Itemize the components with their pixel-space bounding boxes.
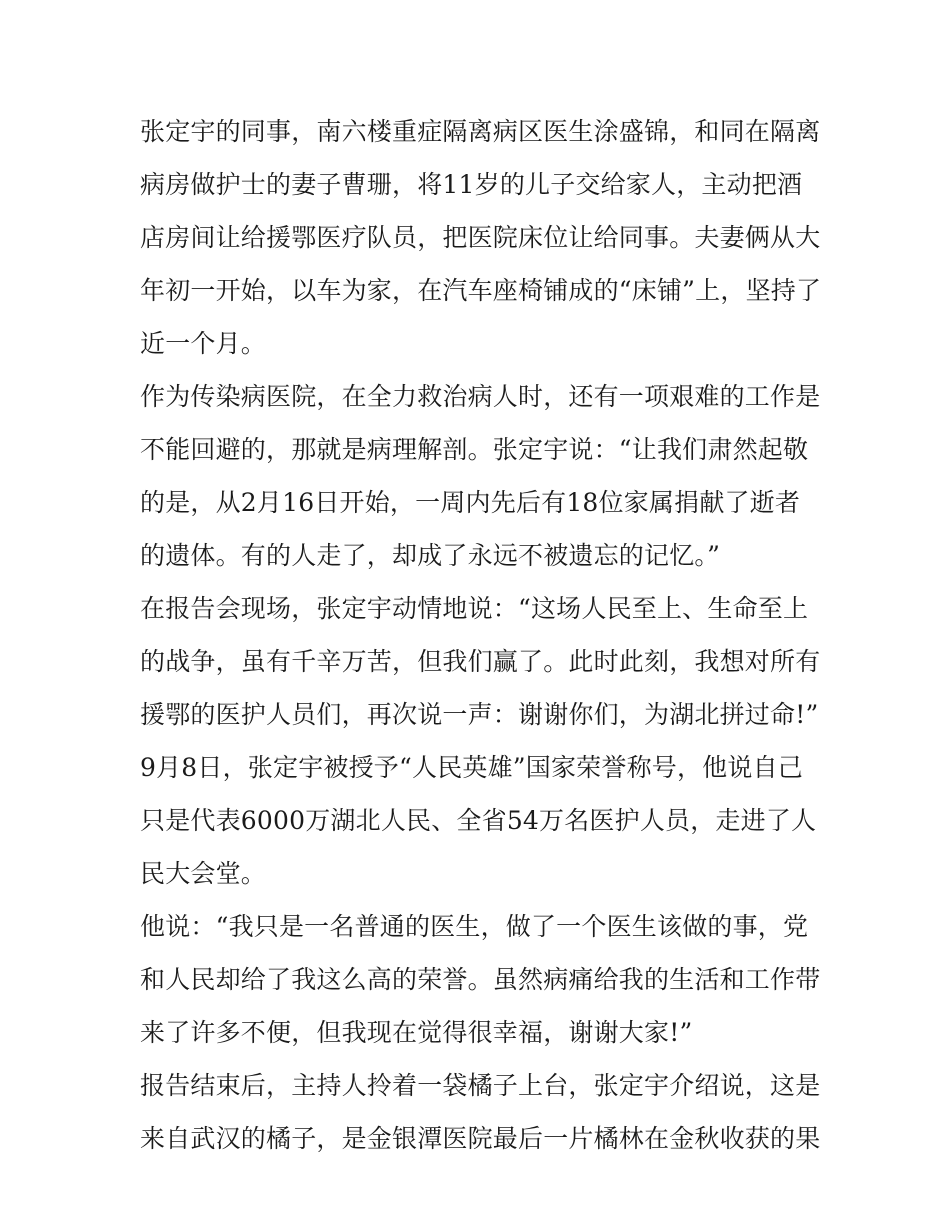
text-line: 在报告会现场，张定宇动情地说：“这场人民至上、生命至上 [140, 594, 809, 623]
text-line: 只是代表6000万湖北人民、全省54万名医护人员，走进了人 [140, 806, 817, 835]
text-line: 近一个月。 [140, 329, 267, 358]
text-line: 和人民却给了我这么高的荣誉。虽然病痛给我的生活和工作带 [140, 965, 821, 994]
text-line: 来自武汉的橘子，是金银潭医院最后一片橘林在金秋收获的果 [140, 1124, 821, 1153]
text-line: 店房间让给援鄂医疗队员，把医院床位让给同事。夫妻俩从大 [140, 223, 821, 252]
text-line: 民大会堂。 [140, 859, 267, 888]
article-body [140, 105, 820, 1165]
text-line: 他说：“我只是一名普通的医生，做了一个医生该做的事，党 [140, 912, 809, 941]
text-line: 的战争，虽有千辛万苦，但我们赢了。此时此刻，我想对所有 [140, 647, 821, 676]
text-line: 作为传染病医院，在全力救治病人时，还有一项艰难的工作是 [140, 382, 821, 411]
text-line: 9月8日，张定宇被授予“人民英雄”国家荣誉称号，他说自己 [140, 753, 803, 782]
text-line: 张定宇的同事，南六楼重症隔离病区医生涂盛锦，和同在隔离 [140, 117, 821, 146]
text-line: 的遗体。有的人走了，却成了永远不被遗忘的记忆。” [140, 541, 721, 570]
text-line: 病房做护士的妻子曹珊，将11岁的儿子交给家人，主动把酒 [140, 170, 803, 199]
text-line: 报告结束后，主持人拎着一袋橘子上台，张定宇介绍说，这是 [140, 1071, 821, 1100]
text-line: 的是，从2月16日开始，一周内先后有18位家属捐献了逝者 [140, 488, 801, 517]
text-line: 来了许多不便，但我现在觉得很幸福，谢谢大家!” [140, 1018, 693, 1047]
text-line: 不能回避的，那就是病理解剖。张定宇说：“让我们肃然起敬 [140, 435, 809, 464]
text-line: 年初一开始，以车为家，在汽车座椅铺成的“床铺”上，坚持了 [140, 276, 822, 305]
text-line: 援鄂的医护人员们，再次说一声：谢谢你们，为湖北拼过命!” [140, 700, 819, 729]
